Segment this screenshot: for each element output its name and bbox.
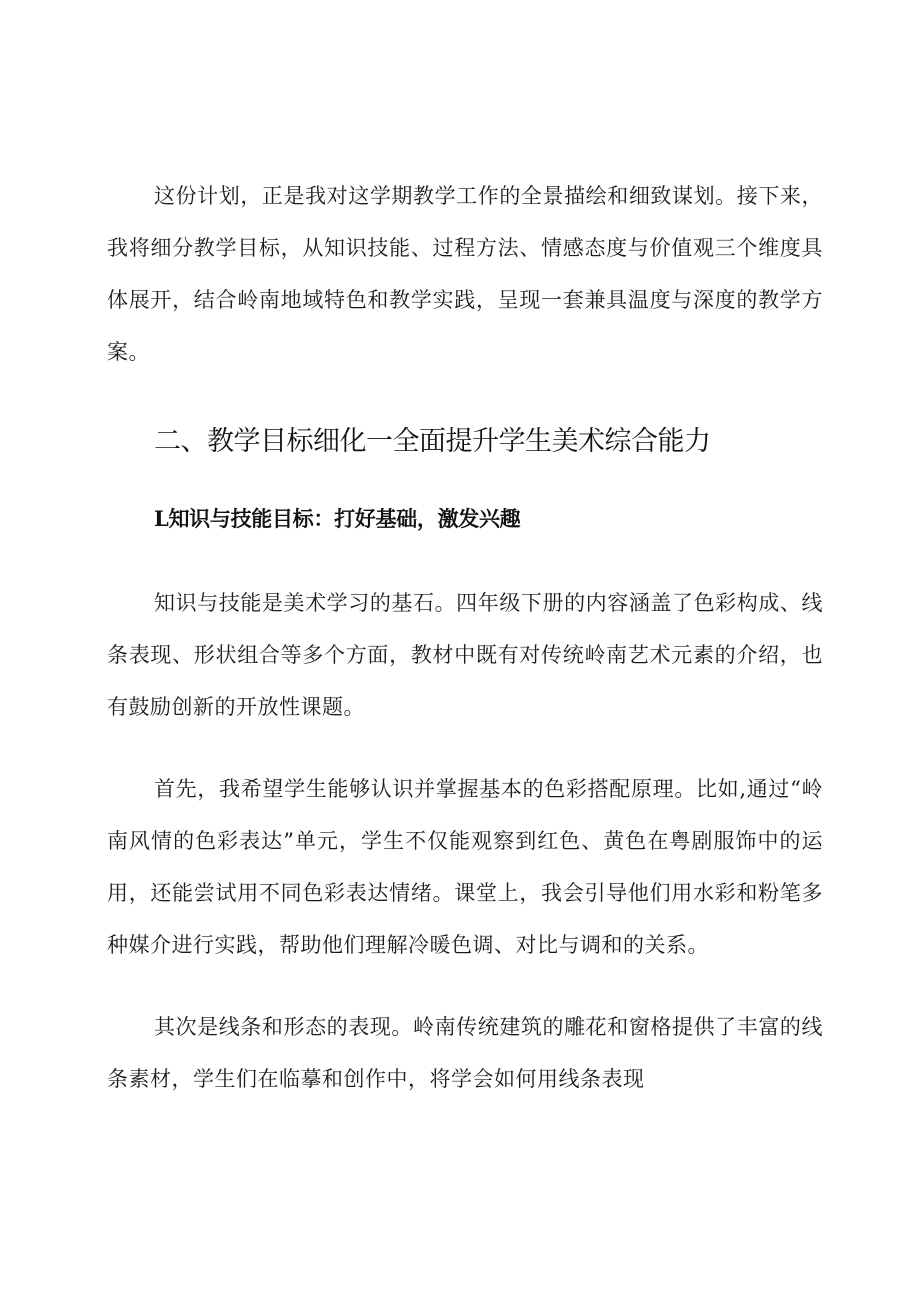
color-paragraph: 首先，我希望学生能够认识并掌握基本的色彩搭配原理。比如,通过“岭南风情的色彩表达”单元，学生不仅能观察到红色、黄色在粤剧服饰中的运用，还能尝试用不同色彩表达情绪。课堂上，我会引导他们用水彩和粉笔多种媒介进行实践，帮助他们理解冷暖色调、对比与调和的关系。 xyxy=(107,777,823,957)
section-heading: 二、教学目标细化一全面提升学生美术综合能力 xyxy=(154,426,711,457)
document-body xyxy=(107,170,823,1105)
lines-paragraph: 其次是线条和形态的表现。岭南传统建筑的雕花和窗格提供了丰富的线条素材，学生们在临摹和创作中，将学会如何用线条表现 xyxy=(107,1015,823,1091)
subsection-heading xyxy=(107,504,823,534)
knowledge-paragraph: 知识与技能是美术学习的基石。四年级下册的内容涵盖了色彩构成、线条表现、形状组合等多个方面，教材中既有对传统岭南艺术元素的介绍，也有鼓励创新的开放性课题。 xyxy=(107,591,823,719)
intro-paragraph: 这份计划，正是我对这学期教学工作的全景描绘和细致谋划。接下来，我将细分教学目标，从知识技能、过程方法、情感态度与价值观三个维度具体展开，结合岭南地域特色和教学实践，呈现一套兼具温度与深度的教学方案。 xyxy=(107,184,823,364)
subsection-title: 知识与技能目标：打好基础，激发兴趣 xyxy=(168,507,521,531)
subsection-number: L xyxy=(154,506,169,531)
